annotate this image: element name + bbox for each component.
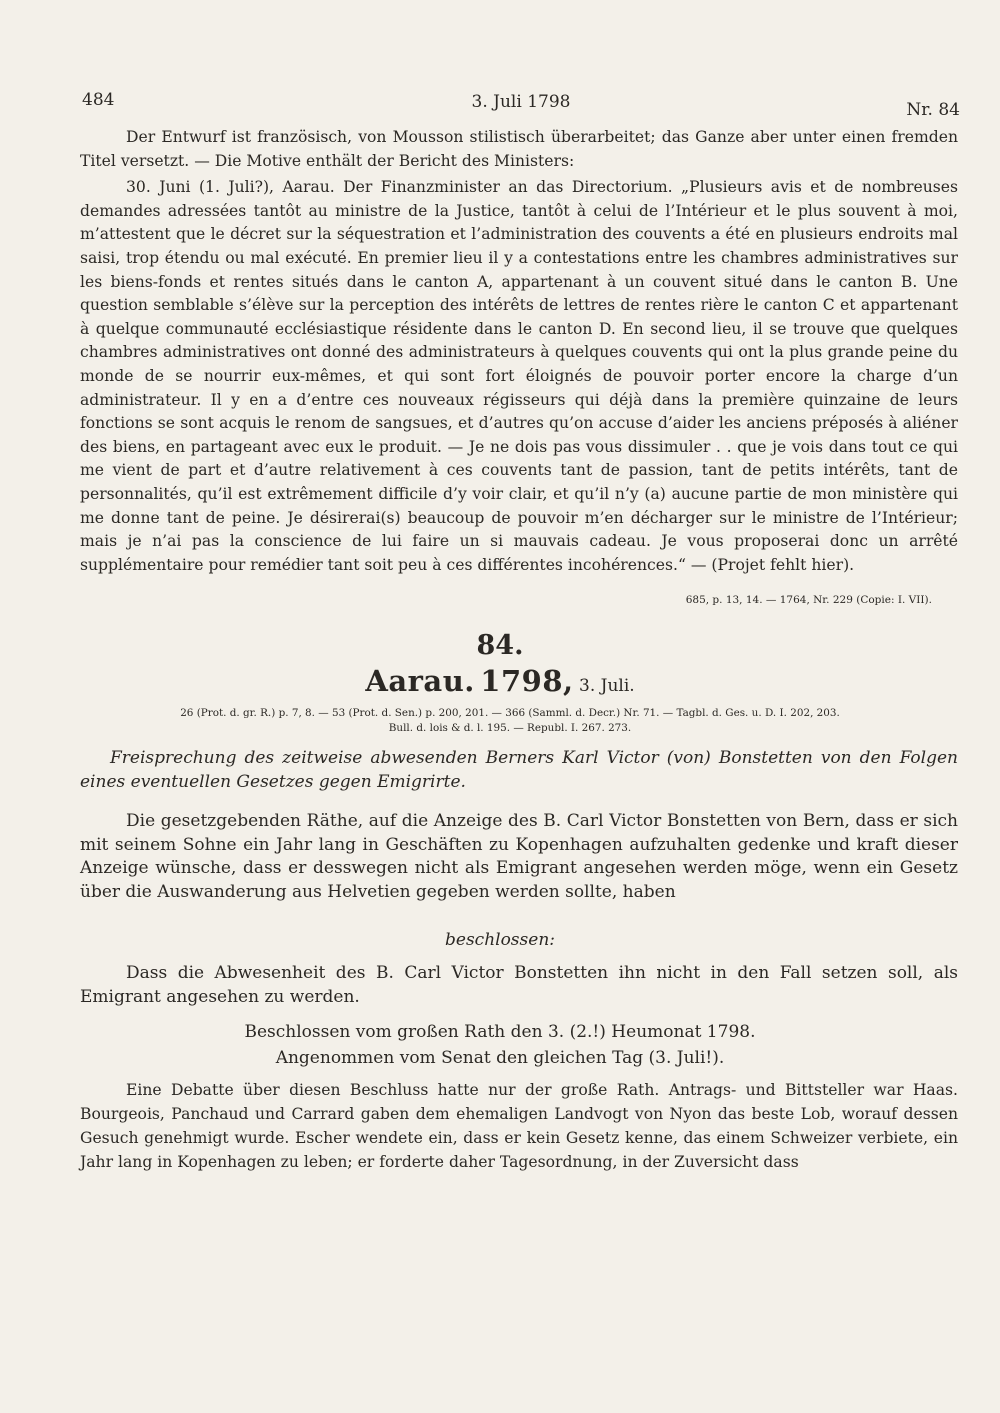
accepted-by-senate: Angenommen vom Senat den gleichen Tag (3. Juli!).: [275, 1048, 725, 1068]
debate-note: Eine Debatte über diesen Beschluss hatte nur der große Rath. Antrags- und Bittsteller war Haas. Bourgeois, Panchaud und Carrard gaben dem ehemaligen Landvogt von Nyon das beste Lob, worauf dessen Gesuch genehmigt wurde. Escher wendete ein, dass er kein Gesetz kenne, das einem Schweizer verbiete, ein Jahr lang in Kopenhagen zu leben; er forderte daher Tagesordnung, in der Zuversicht dass: [80, 1081, 958, 1171]
entry-sources: [60, 706, 960, 736]
previous-entry-intro: Der Entwurf ist französisch, von Mousson stilistisch überarbeitet; das Ganze aber unter einen fremden Titel versetzt. — Die Motive enthält der Bericht des Ministers:: [80, 128, 958, 170]
adopted-by-great-council: Beschlossen vom großen Rath den 3. (2.!) Heumonat 1798.: [244, 1022, 756, 1042]
sources-line-2: Bull. d. lois & d. l. 195. — Republ. I. 267. 273.: [388, 722, 632, 734]
sources-line-1: 26 (Prot. d. gr. R.) p. 7, 8. — 53 (Prot. d. Sen.) p. 200, 201. — 366 (Samml. d. Decr.) Nr. 71. — Tagbl. d. Ges. u. D. I. 202, 203.: [180, 707, 840, 719]
entry-number: 84.: [476, 630, 524, 661]
minister-letter: 30. Juni (1. Juli?), Aarau. Der Finanzminister an das Directorium. „Plusieurs avis et de nombreuses demandes adressées tantôt au ministre de la Justice, tantôt à celui de l’Intérieur et le plus souvent à moi, m’attestent que le décret sur la séquestration et l’administration des couvents a été en plusieurs endroits mal saisi, trop étendu ou mal exécuté. En premier lieu il y a contestations entre les chambres administratives sur les biens-fonds et rentes situés dans le canton A, appartenant à un couvent situé dans le canton B. Une question semblable s’élève sur la perception des intérêts de lettres de rentes rière le canton C et appartenant à quelque communauté ecclésiastique résidente dans le canton D. En second lieu, il se trouve que quelques chambres administratives ont donné des administrateurs à quelques couvents qui ont la plus grande peine du monde de se nourrir eux-mêmes, et qui sont fort éloignés de pouvoir porter encore la charge d’un administrateur. Il y en a d’entre ces nouveaux régisseurs qui déjà dans la première quinzaine de leurs fonctions se sont acquis le renom de sangsues, et d’autres qu’on accuse d’aider les anciens préposés à aliéner des biens, en partageant avec eux le produit. — Je ne dois pas vous dissimuler . . que je vois dans tout ce qui me vient de part et d’autre relativement à ces couvents tant de passion, tant de petits intérêts, tant de personnalités, qu’il est extrêmement difficile d’y voir clair, et qu’il n’y (a) aucune partie de mon ministère qui me donne tant de peine. Je désirerai(s) beaucoup de pouvoir m’en décharger sur le ministre de l’Intérieur; mais je n’ai pas la conscience de lui faire un si mauvais cadeau. Je vous proposerai donc un arrêté supplémentaire pour remédier tant soit peu à ces différentes incohérences.“ — (Projet fehlt hier).: [80, 178, 958, 574]
entry-year: 1798,: [480, 664, 574, 698]
page-number: 484: [82, 90, 115, 110]
resolved-heading: beschlossen:: [445, 930, 555, 950]
previous-entry-reference: 685, p. 13, 14. — 1764, Nr. 229 (Copie: I. VII).: [685, 594, 932, 606]
resolution-text: Dass die Abwesenheit des B. Carl Victor Bonstetten ihn nicht in den Fall setzen soll, als Emigrant angesehen zu werden.: [80, 963, 958, 1007]
previous-entry-text: [80, 126, 958, 577]
entry-summary: Freisprechung des zeitweise abwesenden Berners Karl Victor (von) Bonstetten von den Folgen eines eventuellen Gesetzes gegen Emigrirte.: [80, 748, 958, 792]
entry-place: Aarau.: [365, 664, 475, 698]
entry-day: 3. Juli.: [579, 676, 635, 696]
header-date: 3. Juli 1798: [471, 92, 571, 112]
entry-heading: [0, 664, 1000, 698]
header-entry-number: Nr. 84: [906, 100, 960, 120]
resolution-preamble: Die gesetzgebenden Räthe, auf die Anzeige des B. Carl Victor Bonstetten von Bern, dass er sich mit seinem Sohne ein Jahr lang in Geschäften zu Kopenhagen aufzuhalten gedenke und kraft dieser Anzeige wünsche, dass er desswegen nicht als Emigrant angesehen werden möge, wenn ein Gesetz über die Auswanderung aus Helvetien gegeben werden sollte, haben: [80, 811, 958, 902]
running-header: [82, 90, 960, 120]
